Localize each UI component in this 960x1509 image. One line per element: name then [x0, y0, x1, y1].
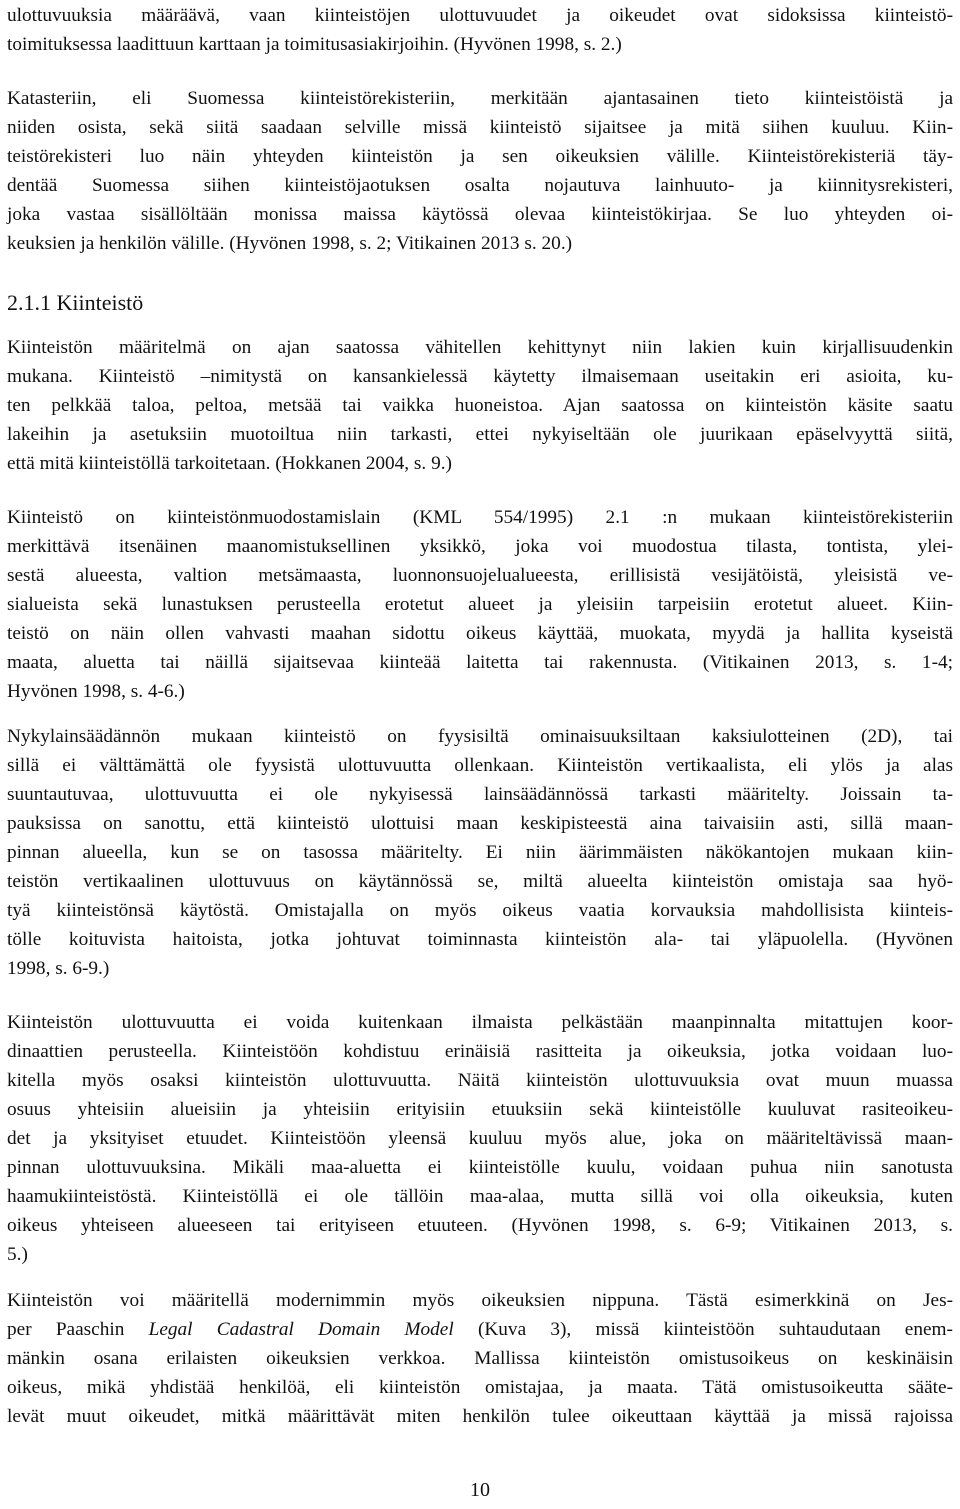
text-line: oikeus, mikä yhdistää henkilöä, eli kiinteistön omistajaa, ja maata. Tätä omistusoikeutta sääte- — [7, 1377, 953, 1398]
text-line: oikeus yhteiseen alueeseen tai erityiseen etuuteen. (Hyvönen 1998, s. 6-9; Vitikainen 2013, s. — [7, 1215, 953, 1236]
text-line: tölle koituvista haitoista, jotka johtuvat toiminnasta kiinteistön ala- tai yläpuolella. (Hyvönen — [7, 929, 953, 950]
text-segment: (Kuva 3), missä kiinteistöön suhtaudutaan enem- — [453, 1319, 953, 1340]
text-line: ten pelkkää taloa, peltoa, metsää tai vaikka huoneistoa. Ajan saatossa on kiinteistön käsite saatu — [7, 395, 953, 416]
italic-model-title: Legal Cadastral Domain Model — [148, 1319, 454, 1340]
text-line — [7, 1315, 953, 1344]
text-line: teistön vertikaalinen ulottuvuus on käytännössä se, miltä alueelta kiinteistön omistaja saa hyö- — [7, 871, 953, 892]
text-line: mukana. Kiinteistö –nimitystä on kansankielessä käytetty ilmaisemaan useitakin eri asioita, ku- — [7, 366, 953, 387]
text-line: sialueista sekä lunastuksen perusteella erotetut alueet ja yleisiin tarpeisiin erotetut alueet. Kiin- — [7, 594, 953, 615]
text-line: Katasteriin, eli Suomessa kiinteistörekisteriin, merkitään ajantasainen tieto kiinteistöistä ja — [7, 88, 953, 109]
text-line: Kiinteistön voi määritellä modernimmin myös oikeuksien nippuna. Tästä esimerkkinä on Jes- — [7, 1290, 953, 1311]
text-line: Hyvönen 1998, s. 4-6.) — [7, 681, 185, 702]
text-line: pauksissa on sanottu, että kiinteistö ulottuisi maan keskipisteestä aina taivaisiin asti, sillä maan- — [7, 813, 953, 834]
text-line: pinnan alueella, kun se on tasossa määritelty. Ei niin äärimmäisten näkökantojen mukaan kiin- — [7, 842, 953, 863]
text-line: maata, aluetta tai näillä sijaitsevaa kiinteää laitetta tai rakennusta. (Vitikainen 2013, s. 1-4; — [7, 652, 953, 673]
text-line: 5.) — [7, 1244, 28, 1265]
text-line: det ja yksityiset etuudet. Kiinteistöön yleensä kuuluu myös alue, joka on määriteltävissä maan- — [7, 1128, 953, 1149]
text-line: lakeihin ja asetuksiin muotoiltua niin tarkasti, ettei nykyiseltään ole juurikaan epäselvyyttä siitä, — [7, 424, 953, 445]
text-line: sestä alueesta, valtion metsämaasta, luonnonsuojelualueesta, erillisistä vesijätöistä, yleisistä ve- — [7, 565, 953, 586]
text-line: Kiinteistön määritelmä on ajan saatossa vähitellen kehittynyt niin lakien kuin kirjallisuudenkin — [7, 337, 953, 358]
text-line: mänkin osana erilaisten oikeuksien verkkoa. Mallissa kiinteistön omistusoikeus on keskinäisin — [7, 1348, 953, 1369]
text-line: merkittävä itsenäinen maanomistuksellinen yksikkö, joka voi muodostua tilasta, tontista, ylei- — [7, 536, 953, 557]
section-heading: 2.1.1 Kiinteistö — [7, 290, 144, 315]
text-line: niiden osista, sekä siitä saadaan selville missä kiinteistö sijaitsee ja mitä siihen kuuluu. Kiin- — [7, 117, 953, 138]
text-line: levät muut oikeudet, mitkä määrittävät miten henkilön tulee oikeuttaan käyttää ja missä rajoissa — [7, 1406, 953, 1427]
text-line: suuntautuvaa, ulottuvuutta ei ole nykyisessä lainsäädännössä tarkasti määritelty. Joissain ta- — [7, 784, 953, 805]
text-line: Kiinteistön ulottuvuutta ei voida kuitenkaan ilmaista pelkästään maanpinnalta mitattujen koor- — [7, 1012, 953, 1033]
text-line: ulottuvuuksia määräävä, vaan kiinteistöjen ulottuvuudet ja oikeudet ovat sidoksissa kiinteistö- — [7, 5, 953, 26]
text-line: Nykylainsäädännön mukaan kiinteistö on fyysisiltä ominaisuuksiltaan kaksiulotteinen (2D), tai — [7, 726, 953, 747]
text-line: haamukiinteistöstä. Kiinteistöllä ei ole tällöin maa-alaa, mutta sillä voi olla oikeuksia, kuten — [7, 1186, 953, 1207]
text-line: osuus yhteisiin alueisiin ja yhteisiin erityisiin etuuksiin sekä kiinteistölle kuuluvat rasiteoikeu- — [7, 1099, 953, 1120]
text-line: pinnan ulottuvuuksina. Mikäli maa-aluetta ei kiinteistölle kuulu, voidaan puhua niin sanotusta — [7, 1157, 953, 1178]
text-line: kitella myös osaksi kiinteistön ulottuvuutta. Näitä kiinteistön ulottuvuuksia ovat muun muassa — [7, 1070, 953, 1091]
text-line: tyä kiinteistönsä käytöstä. Omistajalla on myös oikeus vaatia korvauksia mahdollisista kiinteis- — [7, 900, 953, 921]
text-line: dentää Suomessa siihen kiinteistöjaotuksen osalta nojautuva lainhuuto- ja kiinnitysrekisteri, — [7, 175, 953, 196]
text-line: 1998, s. 6-9.) — [7, 958, 110, 979]
text-line: toimituksessa laadittuun karttaan ja toimitusasiakirjoihin. (Hyvönen 1998, s. 2.) — [7, 34, 622, 55]
page-number: 10 — [470, 1479, 490, 1501]
text-line: Kiinteistö on kiinteistönmuodostamislain (KML 554/1995) 2.1 :n mukaan kiinteistörekisteriin — [7, 507, 953, 528]
text-line: teistörekisteri luo näin yhteyden kiinteistön ja sen oikeuksien välille. Kiinteistörekisteriä täy- — [7, 146, 953, 167]
text-segment: per Paaschin — [7, 1319, 149, 1340]
text-line: että mitä kiinteistöllä tarkoitetaan. (Hokkanen 2004, s. 9.) — [7, 453, 452, 474]
text-line: dinaattien perusteella. Kiinteistöön kohdistuu erinäisiä rasitteita ja oikeuksia, jotka voidaan luo- — [7, 1041, 953, 1062]
text-line: keuksien ja henkilön välille. (Hyvönen 1998, s. 2; Vitikainen 2013 s. 20.) — [7, 233, 573, 254]
text-line: joka vastaa sisällöltään monissa maissa käytössä olevaa kiinteistökirjaa. Se luo yhteyden oi- — [7, 204, 953, 225]
text-line: teistö on näin ollen vahvasti maahan sidottu oikeus käyttää, muokata, myydä ja hallita kyseistä — [7, 623, 953, 644]
text-line: sillä ei välttämättä ole fyysistä ulottuvuutta ollenkaan. Kiinteistön vertikaalista, eli ylös ja alas — [7, 755, 953, 776]
